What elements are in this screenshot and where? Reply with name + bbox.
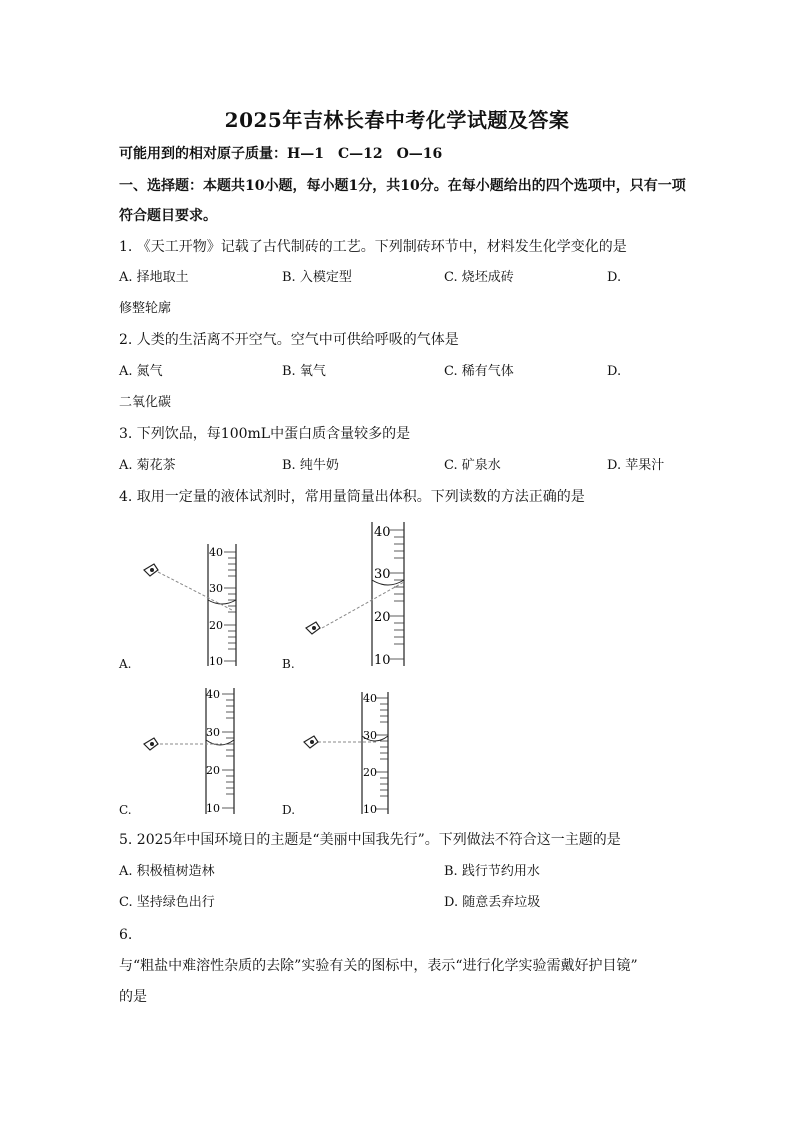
question-2-stem: 2. 人类的生活离不开空气。空气中可供给呼吸的气体是 <box>119 332 459 348</box>
q2-option-a: A. 氮气 <box>119 364 163 379</box>
question-6-stem-end: 的是 <box>119 989 147 1005</box>
q1-option-c: C. 烧坯成砖 <box>444 270 514 285</box>
tick-label-10: 10 <box>209 655 223 668</box>
q3-option-c: C. 矿泉水 <box>444 458 501 473</box>
section-heading-line2: 符合题目要求。 <box>119 208 217 224</box>
question-4-stem: 4. 取用一定量的液体试剂时，常用量筒量出体积。下列读数的方法正确的是 <box>119 489 585 505</box>
question-3-stem: 3. 下列饮品，每100mL中蛋白质含量较多的是 <box>119 426 411 442</box>
q4-label-a: A. <box>119 657 132 671</box>
tick-label-10: 10 <box>363 803 377 816</box>
eye-icon <box>144 564 158 576</box>
tick-label-30: 30 <box>206 726 220 739</box>
q5-option-d: D. 随意丢弃垃圾 <box>444 895 541 910</box>
q3-option-d: D. 苹果汁 <box>607 458 665 473</box>
tick-label-40: 40 <box>374 525 391 540</box>
graduated-cylinder <box>372 522 404 666</box>
eye-icon <box>306 622 320 634</box>
graduated-cylinder <box>362 692 388 814</box>
q4-figure-d <box>300 688 400 816</box>
graduated-cylinder <box>206 688 234 814</box>
q1-option-d: D. <box>607 270 622 285</box>
q1-option-a: A. 择地取土 <box>119 270 189 285</box>
question-5-stem: 5. 2025年中国环境日的主题是“美丽中国我先行”。下列做法不符合这一主题的是 <box>119 832 621 848</box>
q3-option-a: A. 菊花茶 <box>119 458 176 473</box>
q5-option-b: B. 践行节约用水 <box>444 864 540 879</box>
q1-option-b: B. 入模定型 <box>282 270 352 285</box>
tick-label-10: 10 <box>374 653 391 668</box>
q4-label-b: B. <box>282 657 295 671</box>
tick-label-30: 30 <box>374 567 391 582</box>
question-6-number: 6. <box>119 927 133 943</box>
tick-label-20: 20 <box>209 619 223 632</box>
q3-option-b: B. 纯牛奶 <box>282 458 339 473</box>
eye-icon <box>304 736 318 748</box>
q5-option-a: A. 积极植树造林 <box>119 864 215 879</box>
atomic-mass-note: 可能用到的相对原子质量：H—1 C—12 O—16 <box>119 146 443 162</box>
q2-option-d-text: 二氧化碳 <box>119 395 172 410</box>
q4-figure-a <box>140 540 250 670</box>
tick-label-30: 30 <box>363 729 377 742</box>
question-6-stem: 与“粗盐中难溶性杂质的去除”实验有关的图标中，表示“进行化学实验需戴好护目镜” <box>119 958 638 974</box>
sight-line <box>322 582 404 628</box>
tick-label-40: 40 <box>209 546 223 559</box>
question-1-stem: 1. 《天工开物》记载了古代制砖的工艺。下列制砖环节中，材料发生化学变化的是 <box>119 239 627 255</box>
page-title: 2025年吉林长春中考化学试题及答案 <box>224 108 570 132</box>
tick-label-30: 30 <box>209 582 223 595</box>
q4-figure-c <box>140 684 250 816</box>
q4-figure-b <box>300 518 420 668</box>
section-heading-line1: 一、选择题：本题共10小题，每小题1分，共10分。在每小题给出的四个选项中，只有一项 <box>119 178 686 194</box>
tick-label-40: 40 <box>363 692 377 705</box>
q4-label-d: D. <box>282 803 296 817</box>
tick-label-20: 20 <box>363 766 377 779</box>
q1-option-d-text: 修整轮廓 <box>119 301 172 316</box>
tick-label-20: 20 <box>374 610 391 625</box>
q2-option-c: C. 稀有气体 <box>444 364 514 379</box>
eye-icon <box>144 738 158 750</box>
tick-label-10: 10 <box>206 802 220 815</box>
tick-label-40: 40 <box>206 688 220 701</box>
q2-option-b: B. 氧气 <box>282 364 326 379</box>
q5-option-c: C. 坚持绿色出行 <box>119 895 215 910</box>
q2-option-d: D. <box>607 364 622 379</box>
tick-label-20: 20 <box>206 764 220 777</box>
q4-label-c: C. <box>119 803 132 817</box>
